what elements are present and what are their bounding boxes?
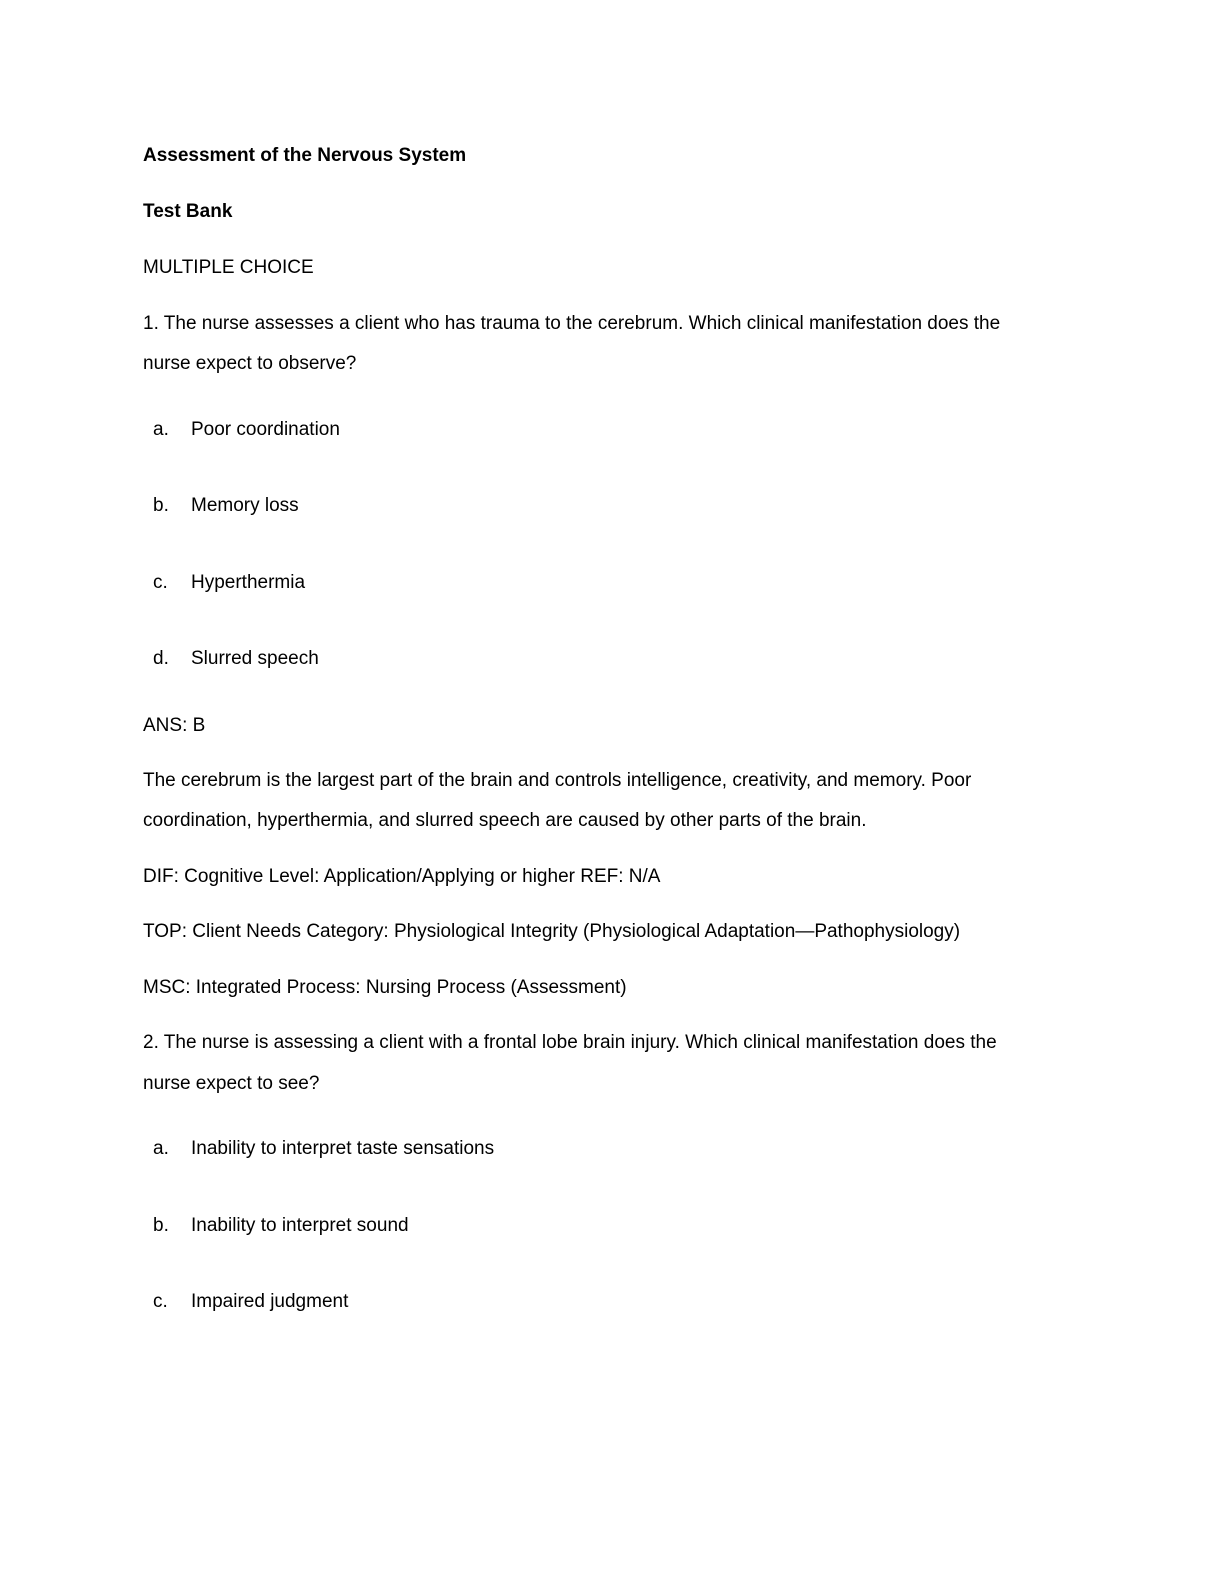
option-letter: a. bbox=[153, 419, 169, 440]
option-letter: a. bbox=[153, 1138, 169, 1159]
question-1-dif: DIF: Cognitive Level: Application/Applying or higher REF: N/A bbox=[143, 866, 661, 887]
question-2-stem-line2: nurse expect to see? bbox=[143, 1073, 320, 1094]
document-title: Assessment of the Nervous System bbox=[143, 145, 467, 166]
option-letter: c. bbox=[153, 572, 168, 593]
document-subtitle: Test Bank bbox=[143, 201, 233, 222]
question-1-rationale-line2: coordination, hyperthermia, and slurred speech are caused by other parts of the brain. bbox=[143, 810, 867, 831]
option-text: Hyperthermia bbox=[191, 572, 306, 593]
question-1-answer: ANS: B bbox=[143, 715, 206, 736]
option-text: Inability to interpret taste sensations bbox=[191, 1138, 495, 1159]
question-1-stem-line1: 1. The nurse assesses a client who has trauma to the cerebrum. Which clinical manifestation does the bbox=[143, 313, 1001, 334]
section-heading: MULTIPLE CHOICE bbox=[143, 257, 314, 278]
option-text: Slurred speech bbox=[191, 648, 319, 669]
option-text: Inability to interpret sound bbox=[191, 1215, 409, 1236]
option-letter: d. bbox=[153, 648, 169, 669]
question-1-rationale-line1: The cerebrum is the largest part of the brain and controls intelligence, creativity, and memory. Poor bbox=[143, 770, 972, 791]
question-2-stem-line1: 2. The nurse is assessing a client with a frontal lobe brain injury. Which clinical manifestation does the bbox=[143, 1032, 997, 1053]
option-text: Memory loss bbox=[191, 495, 299, 516]
option-letter: c. bbox=[153, 1291, 168, 1312]
question-1-msc: MSC: Integrated Process: Nursing Process (Assessment) bbox=[143, 977, 627, 998]
question-1-stem-line2: nurse expect to observe? bbox=[143, 353, 357, 374]
option-letter: b. bbox=[153, 495, 169, 516]
option-text: Poor coordination bbox=[191, 419, 340, 440]
question-1-top: TOP: Client Needs Category: Physiological Integrity (Physiological Adaptation—Pathophysiology) bbox=[143, 921, 961, 942]
option-text: Impaired judgment bbox=[191, 1291, 349, 1312]
option-letter: b. bbox=[153, 1215, 169, 1236]
